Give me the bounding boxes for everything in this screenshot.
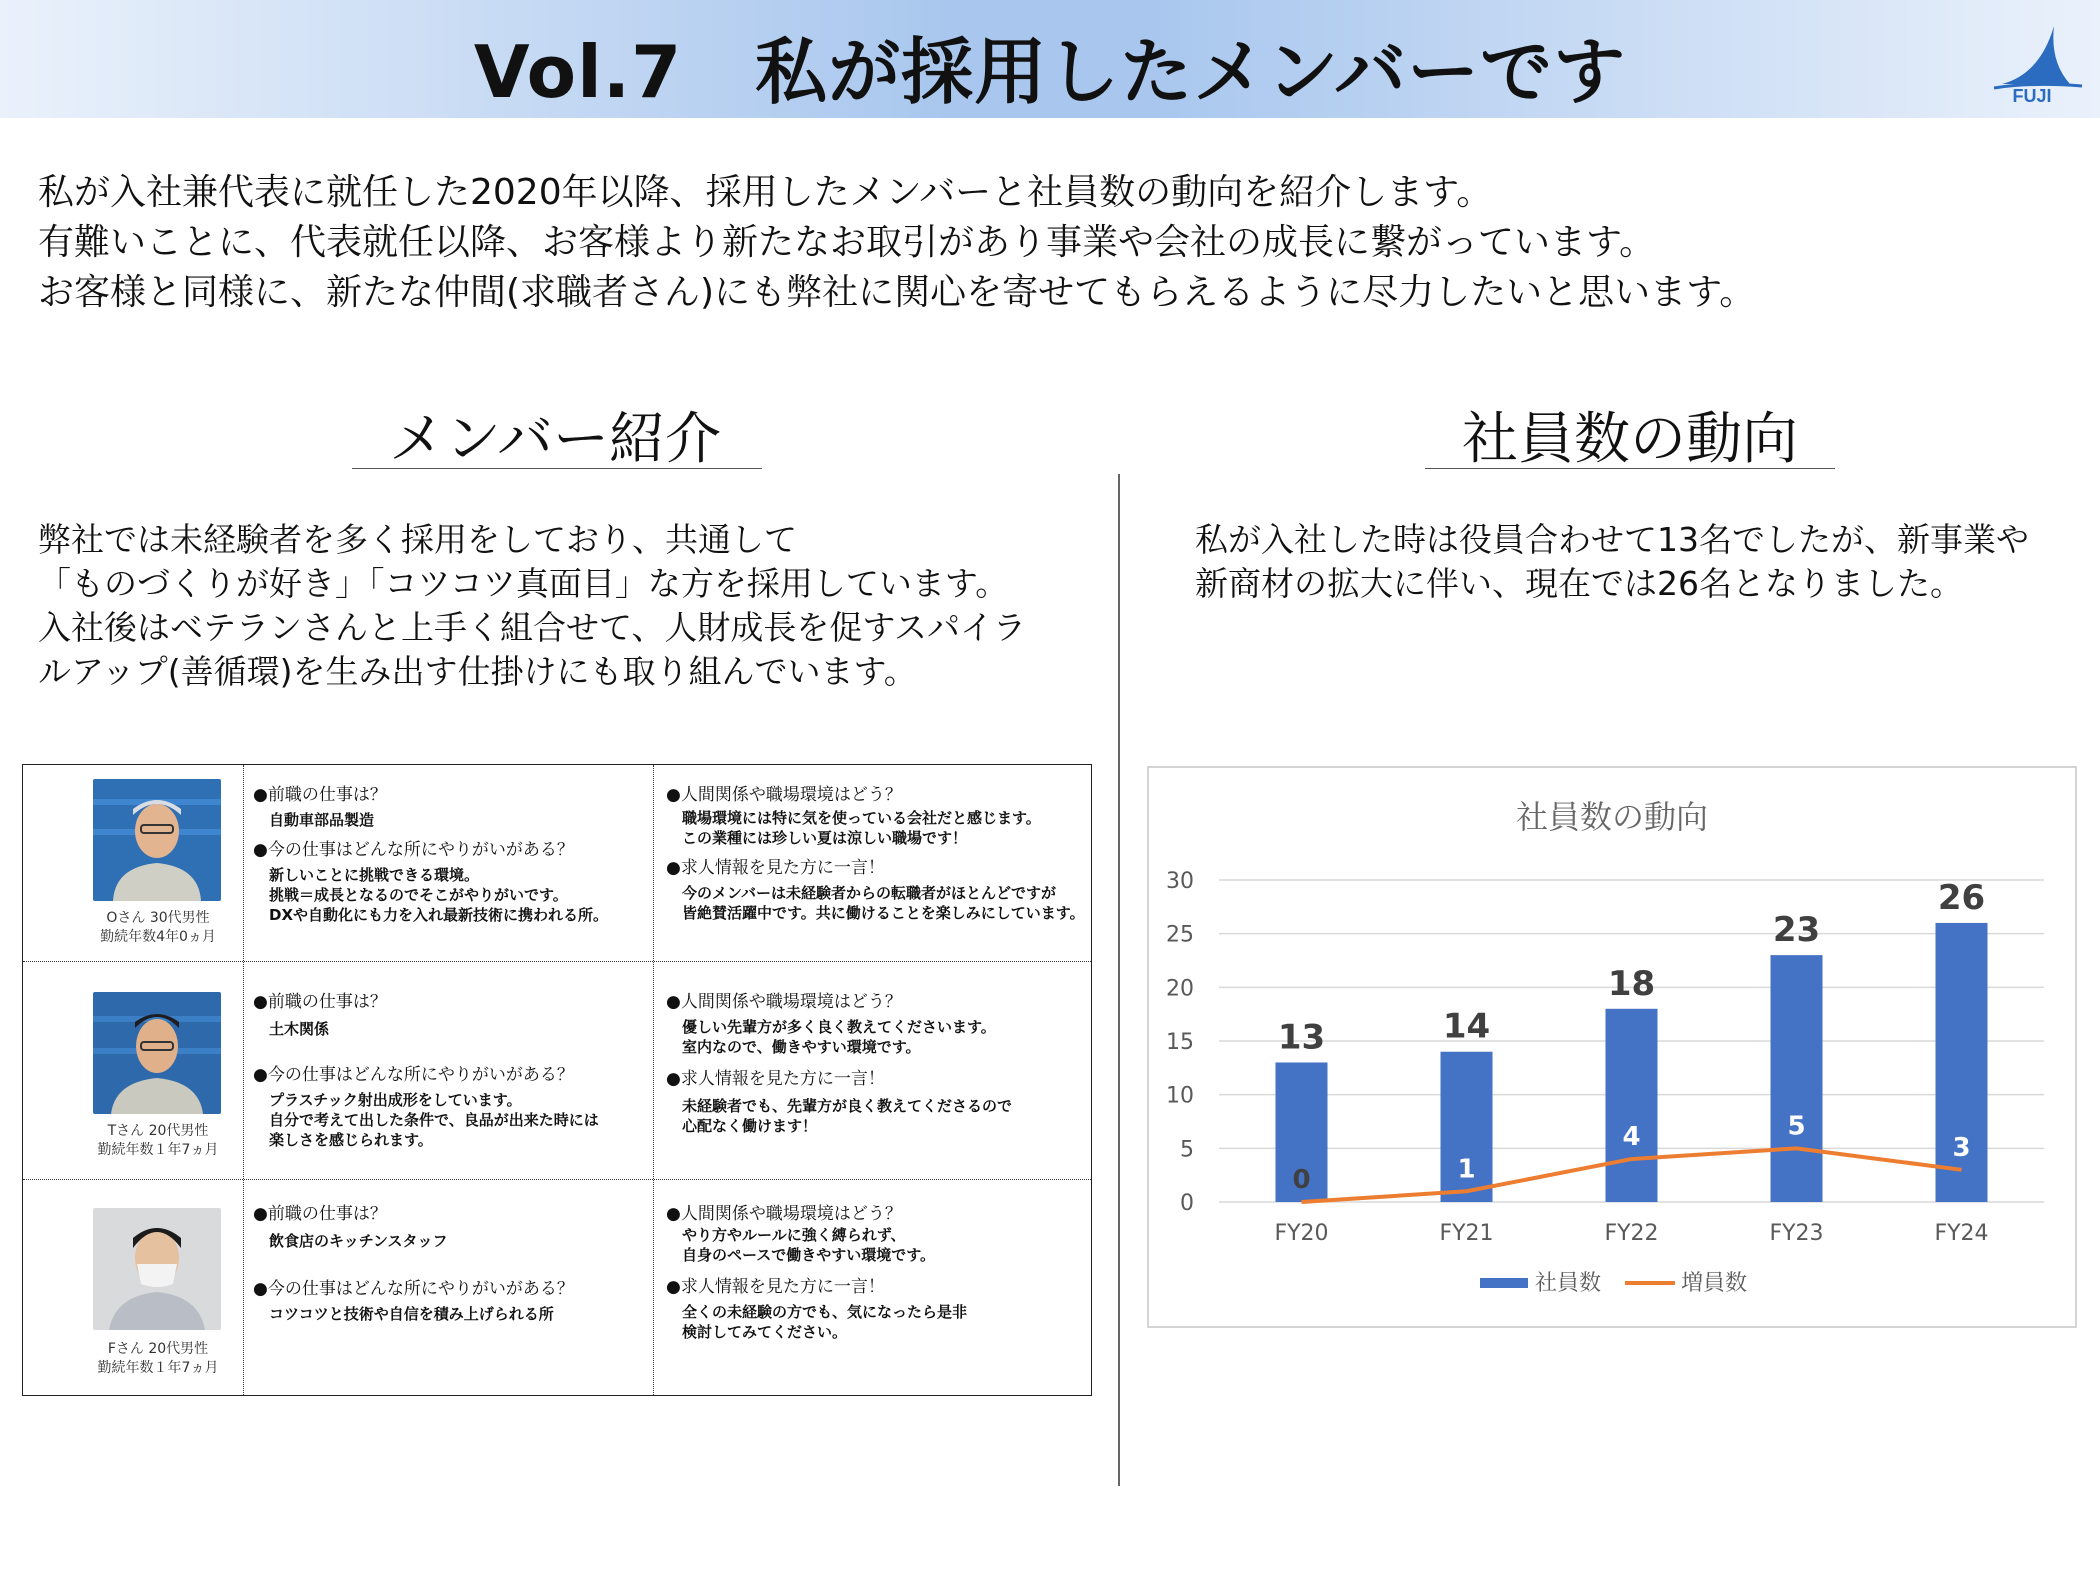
member-photo bbox=[93, 992, 221, 1114]
question: ●求人情報を見た方に一言！ bbox=[666, 1069, 885, 1089]
y-tick-label: 10 bbox=[1166, 1083, 1194, 1109]
legend-bar-swatch bbox=[1480, 1278, 1528, 1288]
member-qa-left bbox=[253, 992, 599, 1150]
line-value-label: 4 bbox=[1622, 1122, 1641, 1153]
bar-value-label: 23 bbox=[1772, 910, 1821, 951]
member-section-title: メンバー紹介 bbox=[388, 407, 722, 472]
member-description-line: 入社後はベテランさんと上手く組合せて、人財成長を促すスパイラ bbox=[38, 608, 1027, 647]
answer: 全くの未経験の方でも、気になったら是非 bbox=[682, 1303, 968, 1321]
member-qa-left bbox=[253, 1204, 574, 1324]
answer: DXや自動化にも力を入れ最新技術に携われる所。 bbox=[269, 906, 609, 924]
bar-value-label: 26 bbox=[1937, 877, 1986, 918]
member-description-line: 弊社では未経験者を多く採用をしており、共通して bbox=[38, 520, 797, 559]
headcount-description bbox=[1195, 518, 2029, 606]
member-row bbox=[23, 765, 1091, 973]
intro-line: 有難いことに、代表就任以降、お客様より新たなお取引があり事業や会社の成長に繋がっています。 bbox=[38, 222, 1656, 263]
page-title: Vol.7 私が採用したメンバーです bbox=[473, 30, 1627, 114]
intro-text bbox=[38, 168, 1755, 318]
member-qa-right bbox=[666, 1204, 967, 1342]
center-divider bbox=[1118, 474, 1120, 1486]
member-row bbox=[23, 1179, 1091, 1396]
question: ●人間関係や職場環境はどう？ bbox=[666, 1204, 902, 1224]
member-caption-line: Tさん 20代男性 bbox=[107, 1123, 209, 1139]
bar bbox=[1606, 1009, 1658, 1202]
answer: 検討してみてください。 bbox=[682, 1323, 848, 1341]
line-value-label: 0 bbox=[1292, 1165, 1311, 1195]
headcount-description-line: 新商材の拡大に伴い、現在では26名となりました。 bbox=[1195, 564, 1963, 603]
y-tick-label: 15 bbox=[1166, 1030, 1194, 1055]
headcount-title-rule bbox=[1425, 468, 1835, 469]
legend-label: 増員数 bbox=[1681, 1271, 1748, 1296]
answer: 今のメンバーは未経験者からの転職者がほとんどですが bbox=[682, 884, 1056, 902]
x-tick-label: FY22 bbox=[1604, 1221, 1659, 1246]
member-caption bbox=[63, 909, 253, 947]
answer: やり方やルールに強く縛られず、 bbox=[682, 1226, 906, 1244]
answer: 皆絶賛活躍中です。共に働けることを楽しみにしています。 bbox=[682, 904, 1085, 922]
member-row bbox=[23, 961, 1091, 1174]
bar bbox=[1771, 955, 1823, 1202]
question: ●人間関係や職場環境はどう？ bbox=[666, 785, 902, 805]
question: ●今の仕事はどんな所にやりがいがある？ bbox=[253, 1065, 574, 1085]
answer: 未経験者でも、先輩方が良く教えてくださるので bbox=[682, 1097, 1013, 1115]
member-table bbox=[22, 764, 1092, 1396]
member-caption-line: 勤続年数１年7ヵ月 bbox=[97, 1142, 219, 1158]
member-description bbox=[38, 518, 1026, 694]
bar-value-label: 18 bbox=[1607, 963, 1656, 1004]
question: ●前職の仕事は？ bbox=[253, 992, 387, 1012]
question: ●求人情報を見た方に一言！ bbox=[666, 1277, 885, 1297]
question: ●前職の仕事は？ bbox=[253, 1204, 387, 1224]
line-value-label: 3 bbox=[1952, 1132, 1971, 1163]
x-tick-label: FY20 bbox=[1274, 1221, 1329, 1246]
y-tick-label: 5 bbox=[1180, 1137, 1194, 1163]
answer: 土木関係 bbox=[269, 1020, 330, 1038]
answer: プラスチック射出成形をしています。 bbox=[269, 1091, 522, 1109]
member-photo bbox=[93, 779, 221, 901]
member-photo bbox=[93, 1208, 221, 1330]
question: ●求人情報を見た方に一言！ bbox=[666, 858, 885, 878]
member-qa-right bbox=[666, 785, 1085, 923]
chart-canvas bbox=[1149, 768, 2075, 1326]
question: ●今の仕事はどんな所にやりがいがある？ bbox=[253, 1279, 574, 1299]
question: ●今の仕事はどんな所にやりがいがある？ bbox=[253, 840, 574, 860]
member-qa-right bbox=[666, 992, 1012, 1136]
line-value-label: 1 bbox=[1457, 1154, 1476, 1185]
y-tick-label: 0 bbox=[1180, 1191, 1194, 1216]
answer: 室内なので、働きやすい環境です。 bbox=[682, 1038, 921, 1056]
legend-label: 社員数 bbox=[1535, 1271, 1602, 1296]
line-value-label: 5 bbox=[1787, 1111, 1806, 1142]
question: ●前職の仕事は？ bbox=[253, 785, 387, 805]
headcount-description-line: 私が入社した時は役員合わせて13名でしたが、新事業や bbox=[1195, 520, 2029, 559]
member-caption-line: Oさん 30代男性 bbox=[106, 910, 210, 926]
question: ●人間関係や職場環境はどう？ bbox=[666, 992, 902, 1012]
y-tick-label: 30 bbox=[1166, 869, 1194, 894]
bar-value-label: 14 bbox=[1442, 1006, 1491, 1047]
y-tick-label: 25 bbox=[1166, 922, 1194, 948]
member-caption bbox=[63, 1122, 253, 1160]
answer: 新しいことに挑戦できる環境。 bbox=[269, 866, 480, 884]
answer: コツコツと技術や自信を積み上げられる所 bbox=[269, 1305, 554, 1323]
member-caption-line: 勤続年数4年0ヵ月 bbox=[100, 929, 216, 945]
intro-line: お客様と同様に、新たな仲間(求職者さん)にも弊社に関心を寄せてもらえるように尽力したいと思います。 bbox=[38, 272, 1756, 313]
member-title-rule bbox=[352, 468, 762, 469]
intro-line: 私が入社兼代表に就任した2020年以降、採用したメンバーと社員数の動向を紹介します。 bbox=[38, 172, 1493, 213]
answer: 自分で考えて出した条件で、良品が出来た時には bbox=[269, 1111, 599, 1129]
member-caption bbox=[63, 1340, 253, 1378]
member-description-line: ルアップ(善循環)を生み出す仕掛けにも取り組んでいます。 bbox=[38, 652, 917, 691]
answer: 挑戦＝成長となるのでそこがやりがいです。 bbox=[269, 886, 568, 904]
answer: 自動車部品製造 bbox=[269, 811, 375, 829]
member-caption-line: Fさん 20代男性 bbox=[107, 1341, 209, 1357]
member-description-line: 「ものづくりが好き」「コツコツ真面目」な方を採用しています。 bbox=[38, 564, 1009, 603]
y-tick-label: 20 bbox=[1166, 976, 1194, 1002]
answer: 自身のペースで働きやすい環境です。 bbox=[682, 1246, 936, 1264]
x-tick-label: FY24 bbox=[1934, 1221, 1989, 1246]
answer: 職場環境には特に気を使っている会社だと感じます。 bbox=[682, 809, 1041, 827]
x-tick-label: FY23 bbox=[1769, 1221, 1824, 1246]
headcount-chart bbox=[1147, 766, 2077, 1328]
logo-text: FUJI bbox=[2012, 86, 2052, 106]
x-tick-label: FY21 bbox=[1439, 1221, 1494, 1246]
member-qa-left bbox=[253, 785, 608, 925]
answer: 楽しさを感じられます。 bbox=[269, 1131, 433, 1149]
answer: 心配なく働けます！ bbox=[682, 1117, 818, 1135]
chart-title: 社員数の動向 bbox=[1515, 798, 1709, 836]
answer: 飲食店のキッチンスタッフ bbox=[269, 1232, 448, 1250]
member-caption-line: 勤続年数１年7ヵ月 bbox=[97, 1360, 219, 1376]
answer: この業種には珍しい夏は涼しい職場です！ bbox=[682, 829, 968, 847]
headcount-section-title: 社員数の動向 bbox=[1462, 407, 1798, 472]
bar-value-label: 13 bbox=[1277, 1017, 1326, 1058]
answer: 優しい先輩方が多く良く教えてくださいます。 bbox=[682, 1018, 996, 1036]
